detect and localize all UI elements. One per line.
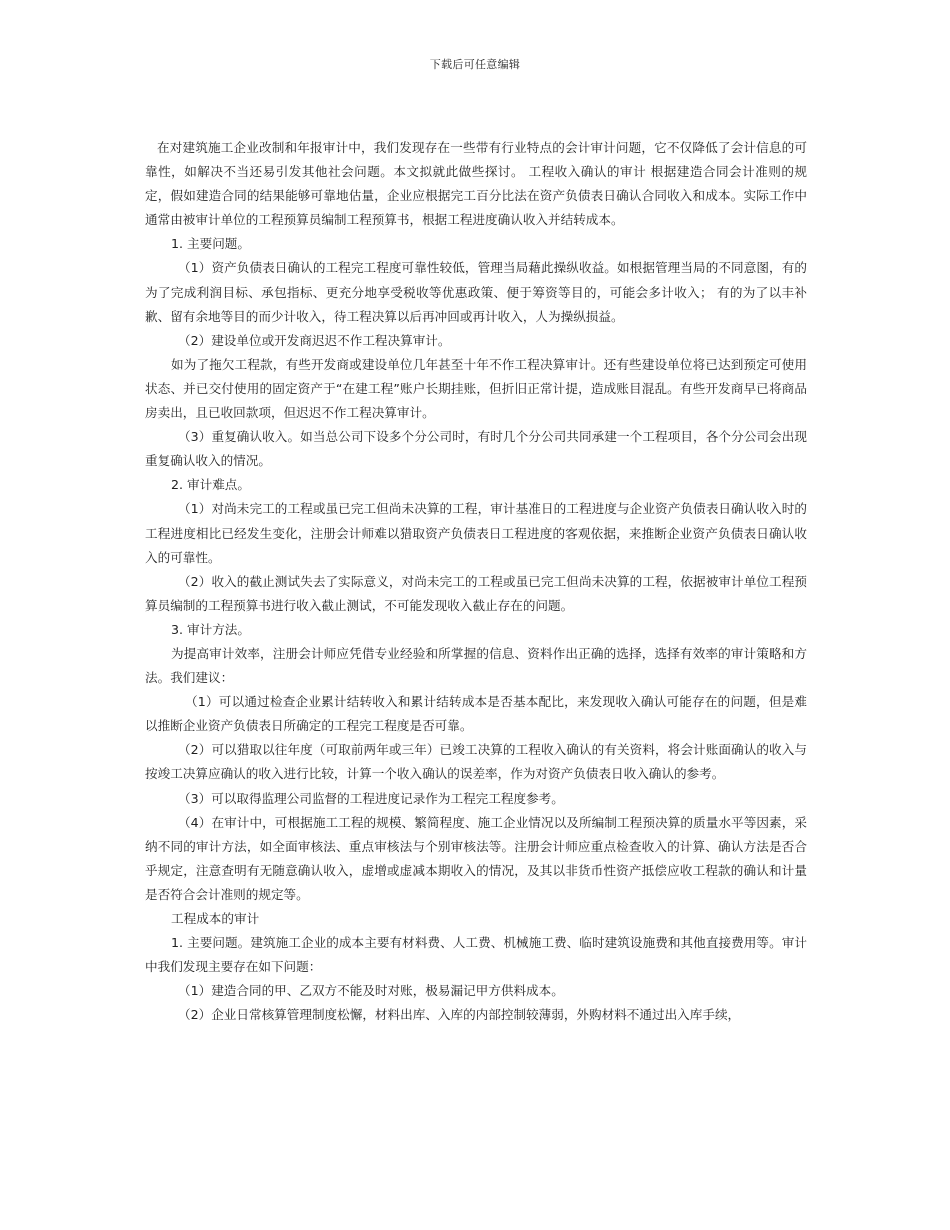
paragraph: （3）可以取得监理公司监督的工程进度记录作为工程完工程度参考。: [178, 790, 564, 806]
paragraph: 工程成本的审计: [171, 911, 260, 926]
paragraph: （1）可以通过检查企业累计结转收入和累计结转成本是否基本配比，来发现收入确认可能存在的问题，但是难以推断企业资产负债表日所确定的工程完工程度是否可靠。: [145, 694, 807, 734]
paragraph: （3）重复确认收入。如当总公司下设多个分公司时，有时几个分公司共同承建一个工程项目，各个分公司会出现重复确认收入的情况。: [145, 429, 807, 469]
paragraph: 3. 审计方法。: [171, 621, 250, 637]
paragraph: （2）建设单位或开发商迟迟不作工程决算审计。: [178, 332, 451, 348]
paragraph: （1）资产负债表日确认的工程完工程度可靠性较低，管理当局藉此操纵收益。如根据管理当局的不同意图，有的为了完成利润目标、承包指标、更充分地享受税收等优惠政策、便于筹资等目的，可能会多计收入； 有的为了以丰补歉、留有余地等目的而少计收入，待工程决算以后再冲回或再计收入，人为操纵损益。: [145, 260, 807, 324]
paragraph: 2. 审计难点。: [171, 477, 250, 493]
page-header: 下载后可任意编辑: [429, 58, 521, 71]
paragraph: （2）企业日常核算管理制度松懈，材料出库、入库的内部控制较薄弱，外购材料不通过出入库手续，: [178, 1007, 741, 1023]
paragraph: 1. 主要问题。: [171, 236, 250, 252]
paragraph: 1. 主要问题。建筑施工企业的成本主要有材料费、人工费、机械施工费、临时建筑设施费和其他直接费用等。审计中我们发现主要存在如下问题：: [145, 935, 807, 975]
document-body: [145, 136, 807, 1027]
paragraph: （2）可以猎取以往年度（可取前两年或三年）已竣工决算的工程收入确认的有关资料，将会计账面确认的收入与按竣工决算应确认的收入进行比较，计算一个收入确认的误差率，作为对资产负债表日收入确认的参考。: [145, 742, 807, 782]
paragraph: （4）在审计中，可根据施工工程的规模、繁简程度、施工企业情况以及所编制工程预决算的质量水平等因素，采纳不同的审计方法，如全面审核法、重点审核法与个别审核法等。注册会计师应重点检查收入的计算、确认方法是否合乎规定，注意查明有无随意确认收入，虚增或虚减本期收入的情况，及其以非货币性资产抵偿应收工程款的确认和计量是否符合会计准则的规定等。: [145, 814, 807, 902]
paragraph: （2）收入的截止测试失去了实际意义，对尚未完工的工程或虽已完工但尚未决算的工程，依据被审计单位工程预算员编制的工程预算书进行收入截止测试，不可能发现收入截止存在的问题。: [145, 573, 807, 613]
paragraph: 为提高审计效率，注册会计师应凭借专业经验和所掌握的信息、资料作出正确的选择，选择有效率的审计策略和方法。我们建议：: [145, 645, 807, 686]
paragraph: （1）建造合同的甲、乙双方不能及时对账，极易漏记甲方供料成本。: [178, 983, 564, 999]
paragraph: （1）对尚未完工的工程或虽已完工但尚未决算的工程，审计基准日的工程进度与企业资产负债表日确认收入时的工程进度相比已经发生变化，注册会计师难以猎取资产负债表日工程进度的客观依据，来推断企业资产负债表日确认收入的可靠性。: [145, 501, 807, 565]
paragraph: 如为了拖欠工程款，有些开发商或建设单位几年甚至十年不作工程决算审计。还有些建设单位将已达到预定可使用状态、并已交付使用的固定资产于“在建工程”账户长期挂账，但折旧正常计提，造成账目混乱。有些开发商早已将商品房卖出，且已收回款项，但迟迟不作工程决算审计。: [145, 356, 807, 421]
paragraph: 在对建筑施工企业改制和年报审计中，我们发现存在一些带有行业特点的会计审计问题，它不仅降低了会计信息的可靠性，如解决不当还易引发其他社会问题。本文拟就此做些探讨。 工程收入确认的审计 根据建造合同会计准则的规定，假如建造合同的结果能够可靠地估量，企业应根据完工百分比法在资产负债表日确认合同收入和成本。实际工作中通常由被审计单位的工程预算员编制工程预算书，根据工程进度确认收入并结转成本。: [145, 140, 807, 228]
